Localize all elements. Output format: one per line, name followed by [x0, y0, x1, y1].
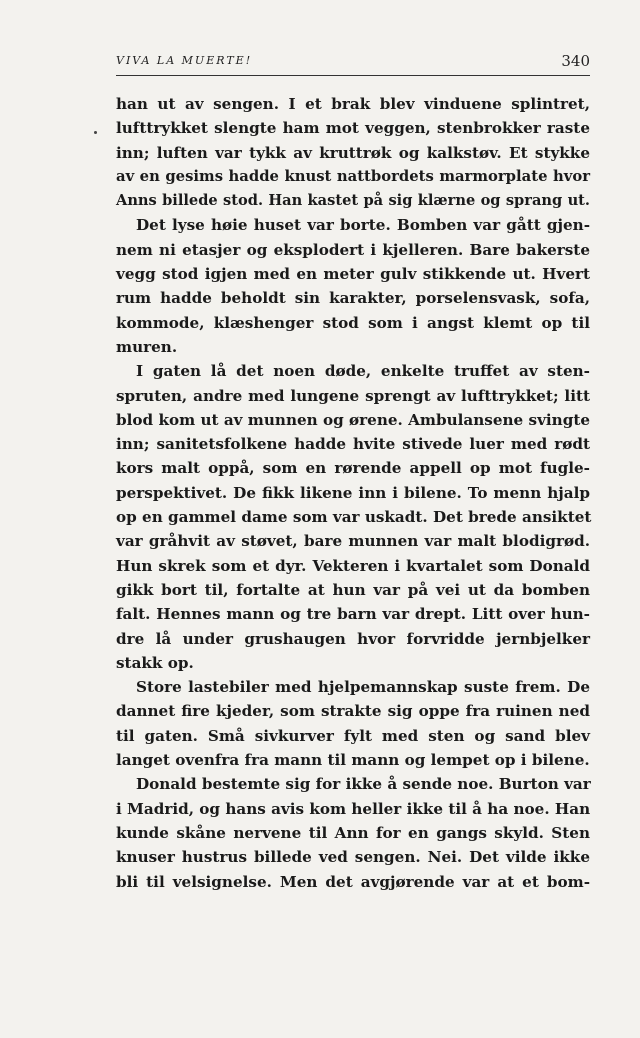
text-line: rum hadde beholdt sin karakter, porselensvask, sofa,	[116, 289, 590, 308]
text-line: i Madrid, og hans avis kom heller ikke til å ha noe. Han	[116, 799, 591, 818]
text-line: op en gammel dame som var uskadt. Det brede ansiktet	[116, 508, 592, 527]
text-line: kors malt oppå, som en rørende appell op mot fugle-	[116, 459, 590, 478]
text-line: langet ovenfra fra mann til mann og lempet op i bilene.	[116, 751, 590, 770]
page-number: 340	[561, 52, 590, 70]
header-rule	[116, 75, 590, 76]
page-header	[116, 52, 590, 74]
text-line: gikk bort til, fortalte at hun var på vei ut da bomben	[116, 580, 590, 599]
text-line: inn; luften var tykk av kruttrøk og kalkstøv. Et stykke	[116, 143, 590, 162]
text-line: spruten, andre med lungene sprengt av lufttrykket; litt	[116, 386, 590, 405]
text-line: til gaten. Små sivkurver fylt med sten og sand blev	[116, 726, 590, 745]
text-line: blod kom ut av munnen og ørene. Ambulansene svingte	[116, 410, 590, 429]
text-line: kommode, klæshenger stod som i angst klemt op til	[116, 313, 590, 332]
text-line: vegg stod igjen med en meter gulv stikkende ut. Hvert	[116, 265, 590, 284]
text-line: I gaten lå det noen døde, enkelte truffet av sten-	[136, 362, 590, 381]
text-line: lufttrykket slengte ham mot veggen, stenbrokker raste	[116, 119, 590, 138]
text-line: inn; sanitetsfolkene hadde hvite stivede luer med rødt	[116, 435, 590, 454]
text-line: perspektivet. De fikk likene inn i bilene. To menn hjalp	[116, 483, 590, 502]
text-line: bli til velsignelse. Men det avgjørende var at et bom-	[116, 872, 590, 891]
text-line: dannet fire kjeder, som strakte sig oppe fra ruinen ned	[116, 702, 590, 721]
text-line: knuser hustrus billede ved sengen. Nei. Det vilde ikke	[116, 848, 590, 867]
text-line: stakk op.	[116, 653, 194, 672]
text-line: dre lå under grushaugen hvor forvridde jernbjelker	[116, 629, 590, 648]
stray-ink-mark	[94, 131, 97, 134]
text-line: Store lastebiler med hjelpemannskap suste frem. De	[136, 678, 590, 697]
text-line: han ut av sengen. I et brak blev vinduene splintret,	[116, 95, 590, 113]
body-text	[116, 92, 590, 894]
text-line: nem ni etasjer og eksplodert i kjelleren. Bare bakerste	[116, 240, 590, 259]
text-line: falt. Hennes mann og tre barn var drept. Litt over hun-	[116, 605, 590, 624]
text-line: av en gesims hadde knust nattbordets marmorplate hvor	[116, 167, 590, 185]
text-line: Det lyse høie huset var borte. Bomben var gått gjen-	[136, 216, 590, 235]
text-line: Hun skrek som et dyr. Vekteren i kvartalet som Donald	[116, 556, 590, 575]
text-line: Donald bestemte sig for ikke å sende noe. Burton var	[136, 775, 591, 794]
text-line: Anns billede stod. Han kastet på sig klærne og sprang ut.	[116, 192, 590, 210]
running-title: VIVA LA MUERTE!	[116, 54, 253, 67]
text-line: var gråhvit av støvet, bare munnen var malt blodigrød.	[116, 532, 590, 551]
text-line: muren.	[116, 337, 178, 356]
text-line: kunde skåne nervene til Ann for en gangs skyld. Sten	[116, 823, 590, 842]
